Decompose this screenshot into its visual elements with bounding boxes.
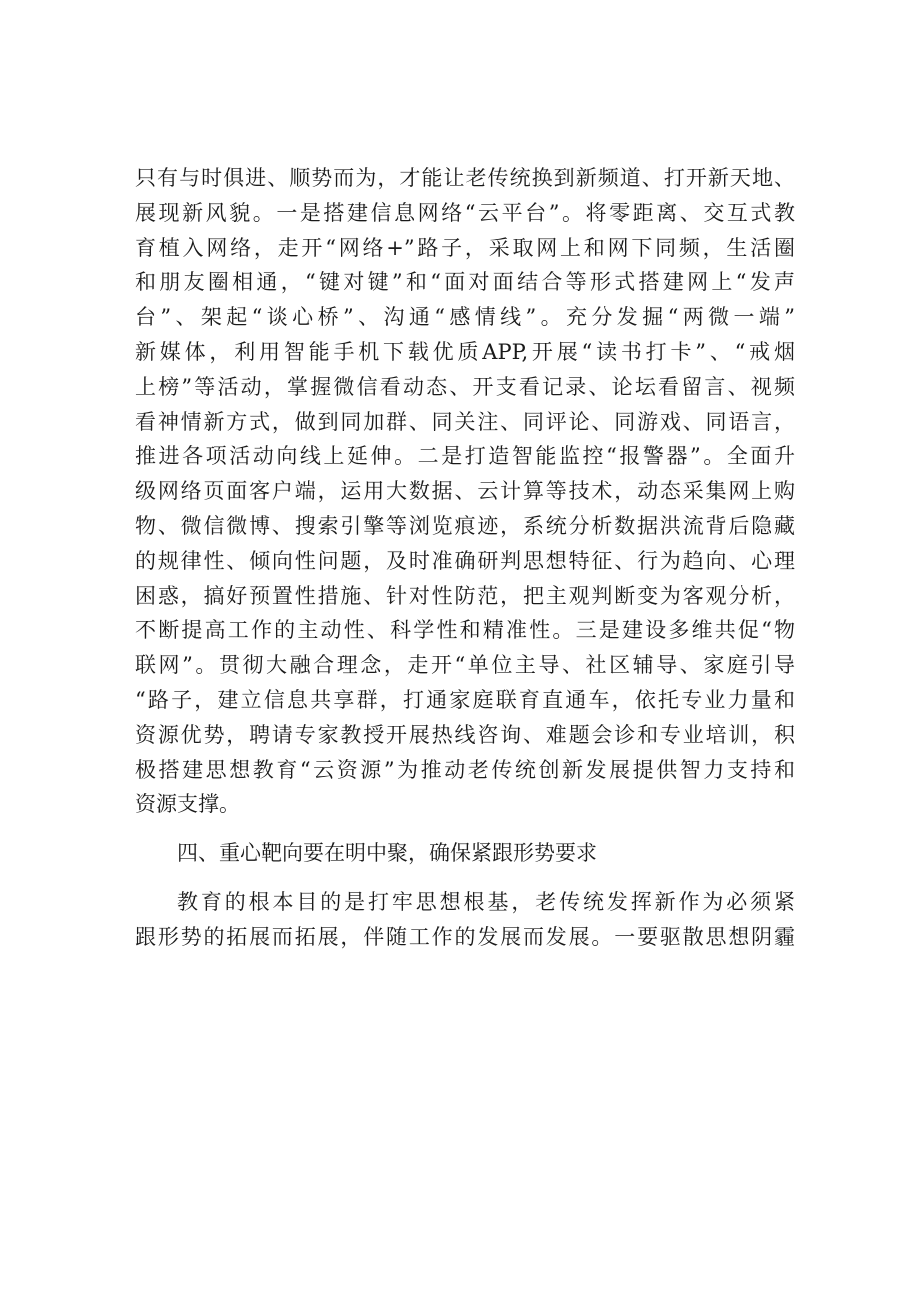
text-line: 育植入网络，走开“网络+”路子，采取网上和网下同频，生活圈 (135, 235, 795, 260)
text-line: 跟形势的拓展而拓展，伴随工作的发展而发展。一要驱散思想阴霾 (135, 924, 795, 949)
text-line: 联网”。贯彻大融合理念，走开“单位主导、社区辅导、家庭引导 (135, 653, 795, 678)
text-line: “路子，建立信息共享群，打通家庭联育直通车，依托专业力量和 (135, 687, 795, 712)
text-line: 物、微信微博、搜索引擎等浏览痕迹，系统分析数据洪流背后隐藏 (135, 513, 795, 538)
text-line: 新媒体，利用智能手机下载优质APP,开展“读书打卡”、“戒烟 (135, 339, 795, 364)
text-line: 级网络页面客户端，运用大数据、云计算等技术，动态采集网上购 (135, 479, 795, 504)
text-line: 不断提高工作的主动性、科学性和精准性。三是建设多维共促“物 (135, 618, 795, 643)
text-line: 推进各项活动向线上延伸。二是打造智能监控“报警器”。全面升 (135, 444, 795, 469)
text-line: 教育的根本目的是打牢思想根基，老传统发挥新作为必须紧 (177, 889, 795, 914)
text-line: 资源优势，聘请专家教授开展热线咨询、难题会诊和专业培训，积 (135, 722, 795, 747)
paragraph-1 (135, 161, 795, 822)
text-line: 展现新风貌。一是搭建信息网络“云平台”。将零距离、交互式教 (135, 200, 795, 225)
text-line: 和朋友圈相通，“键对键”和“面对面结合等形式搭建网上“发声 (135, 270, 795, 295)
paragraph-2 (135, 885, 795, 955)
paragraph-spacer (135, 822, 795, 836)
text-line: 看神情新方式，做到同加群、同关注、同评论、同游戏、同语言， (135, 409, 795, 434)
text-line: 资源支撑。 (135, 792, 240, 817)
paragraph-spacer (135, 871, 795, 885)
text-line: 的规律性、倾向性问题，及时准确研判思想特征、行为趋向、心理 (135, 548, 795, 573)
document-body (135, 161, 795, 955)
text-line: 只有与时俱进、顺势而为，才能让老传统换到新频道、打开新天地、 (135, 166, 795, 190)
text-line: 困惑，搞好预置性措施、针对性防范，把主观判断变为客观分析， (135, 583, 795, 608)
text-line: 上榜”等活动，掌握微信看动态、开支看记录、论坛看留言、视频 (135, 374, 795, 399)
text-line: 极搭建思想教育“云资源”为推动老传统创新发展提供智力支持和 (135, 757, 795, 782)
section-heading: 四、重心靶向要在明中聚，确保紧跟形势要求 (177, 841, 597, 866)
text-line: 台”、架起“谈心桥”、沟通“感情线”。充分发掘“两微一端” (135, 305, 795, 330)
